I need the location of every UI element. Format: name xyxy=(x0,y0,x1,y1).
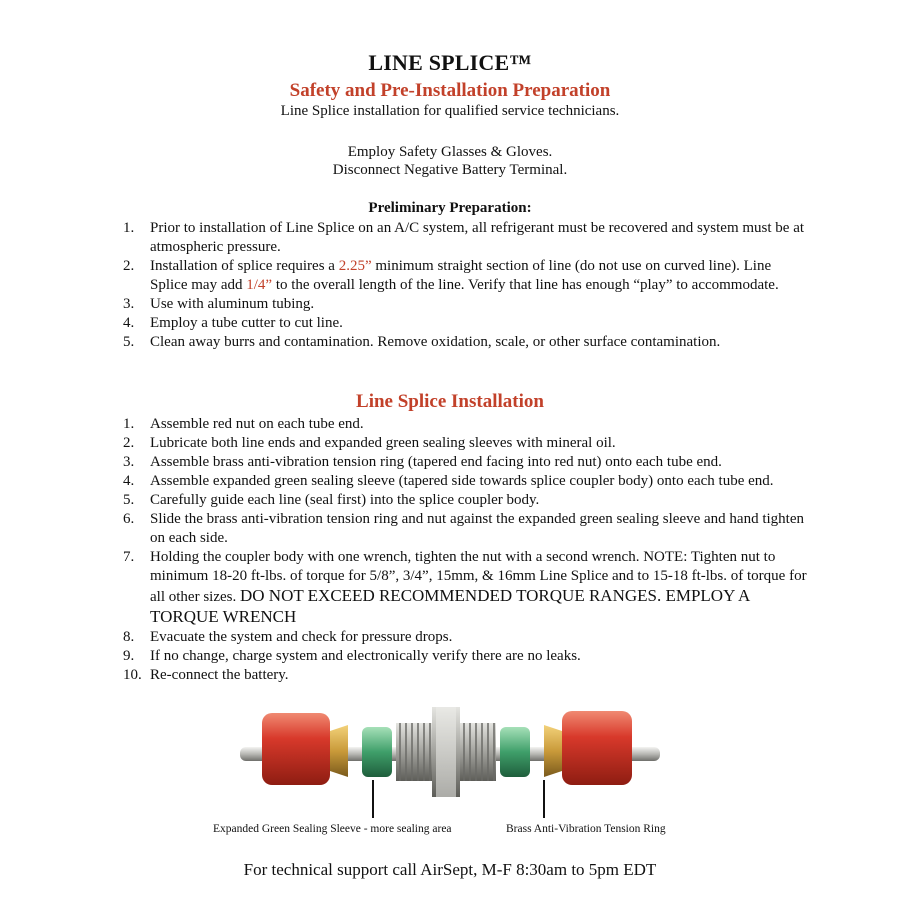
brass-ring-right xyxy=(544,725,562,777)
section-title-safety: Safety and Pre-Installation Preparation xyxy=(289,80,611,101)
page-title: LINE SPLICE™ xyxy=(368,50,532,75)
list-item: 4. Employ a tube cutter to cut line. xyxy=(123,315,343,331)
list-item: 1. Assemble red nut on each tube end. xyxy=(123,416,364,432)
list-item: 5. Carefully guide each line (seal first) into the splice coupler body. xyxy=(123,492,540,508)
list-item: 3. Use with aluminum tubing. xyxy=(123,296,315,312)
prelim-heading: Preliminary Preparation: xyxy=(368,200,532,216)
section-title-installation: Line Splice Installation xyxy=(356,391,544,412)
list-item: 1. Prior to installation of Line Splice on an A/C system, all refrigerant must be recovered and system must be at atmospheric pressure. xyxy=(123,220,805,255)
list-item: 4. Assemble expanded green sealing sleeve (tapered side towards splice coupler body) onto each tube end. xyxy=(123,473,774,489)
list-item: 6. Slide the brass anti-vibration tension ring and nut against the expanded green sealing sleeve and hand tighten on each side. xyxy=(123,511,804,546)
coupler-thread-right xyxy=(460,723,496,781)
list-item: 10. Re-connect the battery. xyxy=(123,667,289,683)
list-item: 2. Lubricate both line ends and expanded green sealing sleeves with mineral oil. xyxy=(123,435,616,451)
support-footer: For technical support call AirSept, M-F 8:30am to 5pm EDT xyxy=(243,860,657,879)
prelim-steps-list xyxy=(0,219,810,352)
safety-line-glasses: Employ Safety Glasses & Gloves. xyxy=(347,144,553,160)
intro-text: Line Splice installation for qualified service technicians. xyxy=(280,103,620,119)
red-nut-right xyxy=(562,711,632,785)
list-item: 7. Holding the coupler body with one wrench, tighten the nut with a second wrench. NOTE: Tighten nut to minimum 18-20 ft-lbs. of torque for 5/8”, 3/4”, 15mm, & 16mm Line Splice and to 15-18 ft-lbs. of torque for all other sizes. DO NOT EXCEED RECOMMENDED TORQUE RANGES. EMPLOY A TORQUE WRENCH xyxy=(123,549,807,626)
caption-brass-ring: Brass Anti-Vibration Tension Ring xyxy=(506,823,666,835)
list-item: 3. Assemble brass anti-vibration tension ring (tapered end facing into red nut) onto each tube end. xyxy=(123,454,722,470)
safety-line-battery: Disconnect Negative Battery Terminal. xyxy=(332,162,568,178)
green-sleeve-right xyxy=(500,727,530,777)
added-length-value: 1/4” xyxy=(246,277,273,293)
list-item: 8. Evacuate the system and check for pressure drops. xyxy=(123,629,453,645)
torque-warning: DO NOT EXCEED RECOMMENDED TORQUE RANGES. EMPLOY A TORQUE WRENCH xyxy=(150,586,750,626)
coupler-thread-left xyxy=(396,723,432,781)
pointer-line-ring xyxy=(543,780,545,818)
line-splice-product-image xyxy=(240,705,660,805)
pointer-line-sleeve xyxy=(372,780,374,818)
red-nut-left xyxy=(262,713,330,785)
caption-green-sleeve: Expanded Green Sealing Sleeve - more sealing area xyxy=(213,823,452,835)
list-item: 9. If no change, charge system and electronically verify there are no leaks. xyxy=(123,648,581,664)
green-sleeve-left xyxy=(362,727,392,777)
list-item: 2. Installation of splice requires a 2.25” minimum straight section of line (do not use on curved line). Line Splice may add 1/4” to the overall length of the line. Verify that line has enough “play” to accommodate. xyxy=(123,258,779,293)
min-length-value: 2.25” xyxy=(338,258,372,274)
brass-ring-left xyxy=(330,725,348,777)
list-item: 5. Clean away burrs and contamination. Remove oxidation, scale, or other surface contamination. xyxy=(123,334,721,350)
install-steps-list xyxy=(0,415,810,685)
